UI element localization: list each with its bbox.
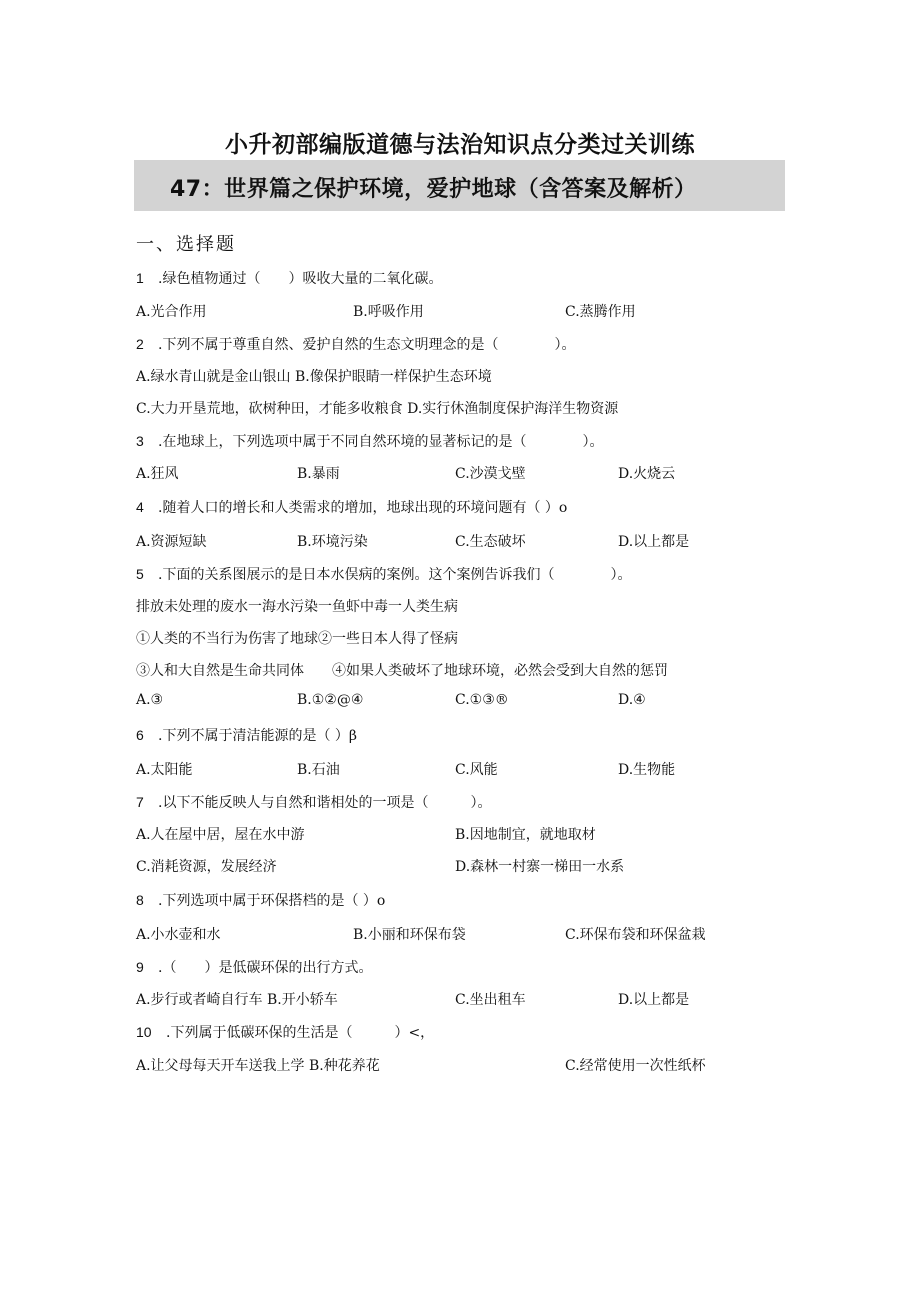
option-a-b: A.步行或者崎自行车 B.开小轿车 [136,992,338,1008]
option-b: B.小丽和环保布袋 [353,927,466,943]
option-c: C.沙漠戈壁 [455,466,526,482]
question-8 [136,890,385,910]
question-text: .绿色植物通过（ ）吸收大量的二氧化碳。 [158,271,443,287]
question-3 [136,431,603,451]
option-d: D.以上都是 [618,534,690,550]
option-a: A.资源短缺 [136,534,207,550]
question-number: 4 [136,499,144,515]
option-line: C.大力开垦荒地，砍树种田，才能多收粮食 D.实行休渔制度保护海洋生物资源 [136,401,619,417]
question-text: .下面的关系图展示的是日本水俣病的案例。这个案例告诉我们（ ）。 [158,567,632,583]
option-c: C.风能 [455,762,498,778]
option-c: C.消耗资源，发展经济 [136,859,277,875]
option-a-b: A.让父母每天开车送我上学 B.种花养花 [136,1058,380,1074]
question-2 [136,334,575,354]
question-number: 7 [136,794,144,810]
option-a: A.光合作用 [136,304,207,320]
option-a: A.小水壶和水 [136,927,221,943]
option-b: B.石油 [297,762,340,778]
question-number: 1 [136,270,144,286]
option-d: D.火烧云 [618,466,676,482]
option-c: C.生态破坏 [455,534,526,550]
question-5 [136,564,631,584]
option-c: C.经常使用一次性纸杯 [565,1058,706,1074]
question-text: .在地球上，下列选项中属于不同自然环境的显著标记的是（ ）。 [158,434,604,450]
question-text: .下列属于低碳环保的生活是（ ）<， [166,1025,435,1041]
option-c: C.坐出租车 [455,992,526,1008]
section-heading: 一、选择题 [136,234,236,255]
option-a: A.太阳能 [136,762,193,778]
question-6 [136,725,357,745]
question-text: .下列不属于清洁能源的是（ ）β [158,728,357,744]
question-text: .随着人口的增长和人类需求的增加，地球出现的环境问题有（ ）o [158,500,568,516]
option-a: A.人在屋中居，屋在水中游 [136,827,305,843]
option-d: D.④ [618,692,646,708]
question-number: 5 [136,566,144,582]
option-d: D.以上都是 [618,992,690,1008]
question-number: 2 [136,336,144,352]
question-7 [136,792,491,812]
question-text: .以下不能反映人与自然和谐相处的一项是（ ）。 [158,795,492,811]
document-title: 小升初部编版道德与法治知识点分类过关训练 [225,132,695,158]
question-9 [136,957,372,977]
question-number: 6 [136,727,144,743]
option-b: B.呼吸作用 [353,304,424,320]
document-subtitle: 47：世界篇之保护环境，爱护地球（含答案及解析） [170,177,697,202]
question-text: .下列选项中属于环保搭档的是（ ）o [158,893,386,909]
statement-line: ③人和大自然是生命共同体 ④如果人类破坏了地球环境，必然会受到大自然的惩罚 [136,663,668,679]
question-text: .（ ）是低碳环保的出行方式。 [158,960,373,976]
option-b: B.①②@④ [297,692,364,708]
statement-line: 排放未处理的废水一海水污染一鱼虾中毒一人类生病 [136,599,458,615]
question-number: 3 [136,433,144,449]
option-c: C.蒸腾作用 [565,304,636,320]
option-b: B.环境污染 [297,534,368,550]
option-line: A.绿水青山就是金山银山 B.像保护眼睛一样保护生态环境 [136,369,492,385]
option-c: C.环保布袋和环保盆栽 [565,927,706,943]
question-text: .下列不属于尊重自然、爱护自然的生态文明理念的是（ ）。 [158,337,576,353]
option-a: A.③ [136,692,164,708]
question-4 [136,497,567,517]
question-number: 9 [136,959,144,975]
option-b: B.因地制宜，就地取材 [455,827,596,843]
statement-line: ①人类的不当行为伤害了地球②一些日本人得了怪病 [136,631,458,647]
option-b: B.暴雨 [297,466,340,482]
option-d: D.生物能 [618,762,676,778]
question-1 [136,268,442,288]
question-number: 8 [136,892,144,908]
option-a: A.狂风 [136,466,179,482]
option-d: D.森林一村寨一梯田一水系 [455,859,625,875]
option-c: C.①③® [455,692,509,708]
question-10 [136,1022,434,1042]
question-number: 10 [136,1024,152,1040]
